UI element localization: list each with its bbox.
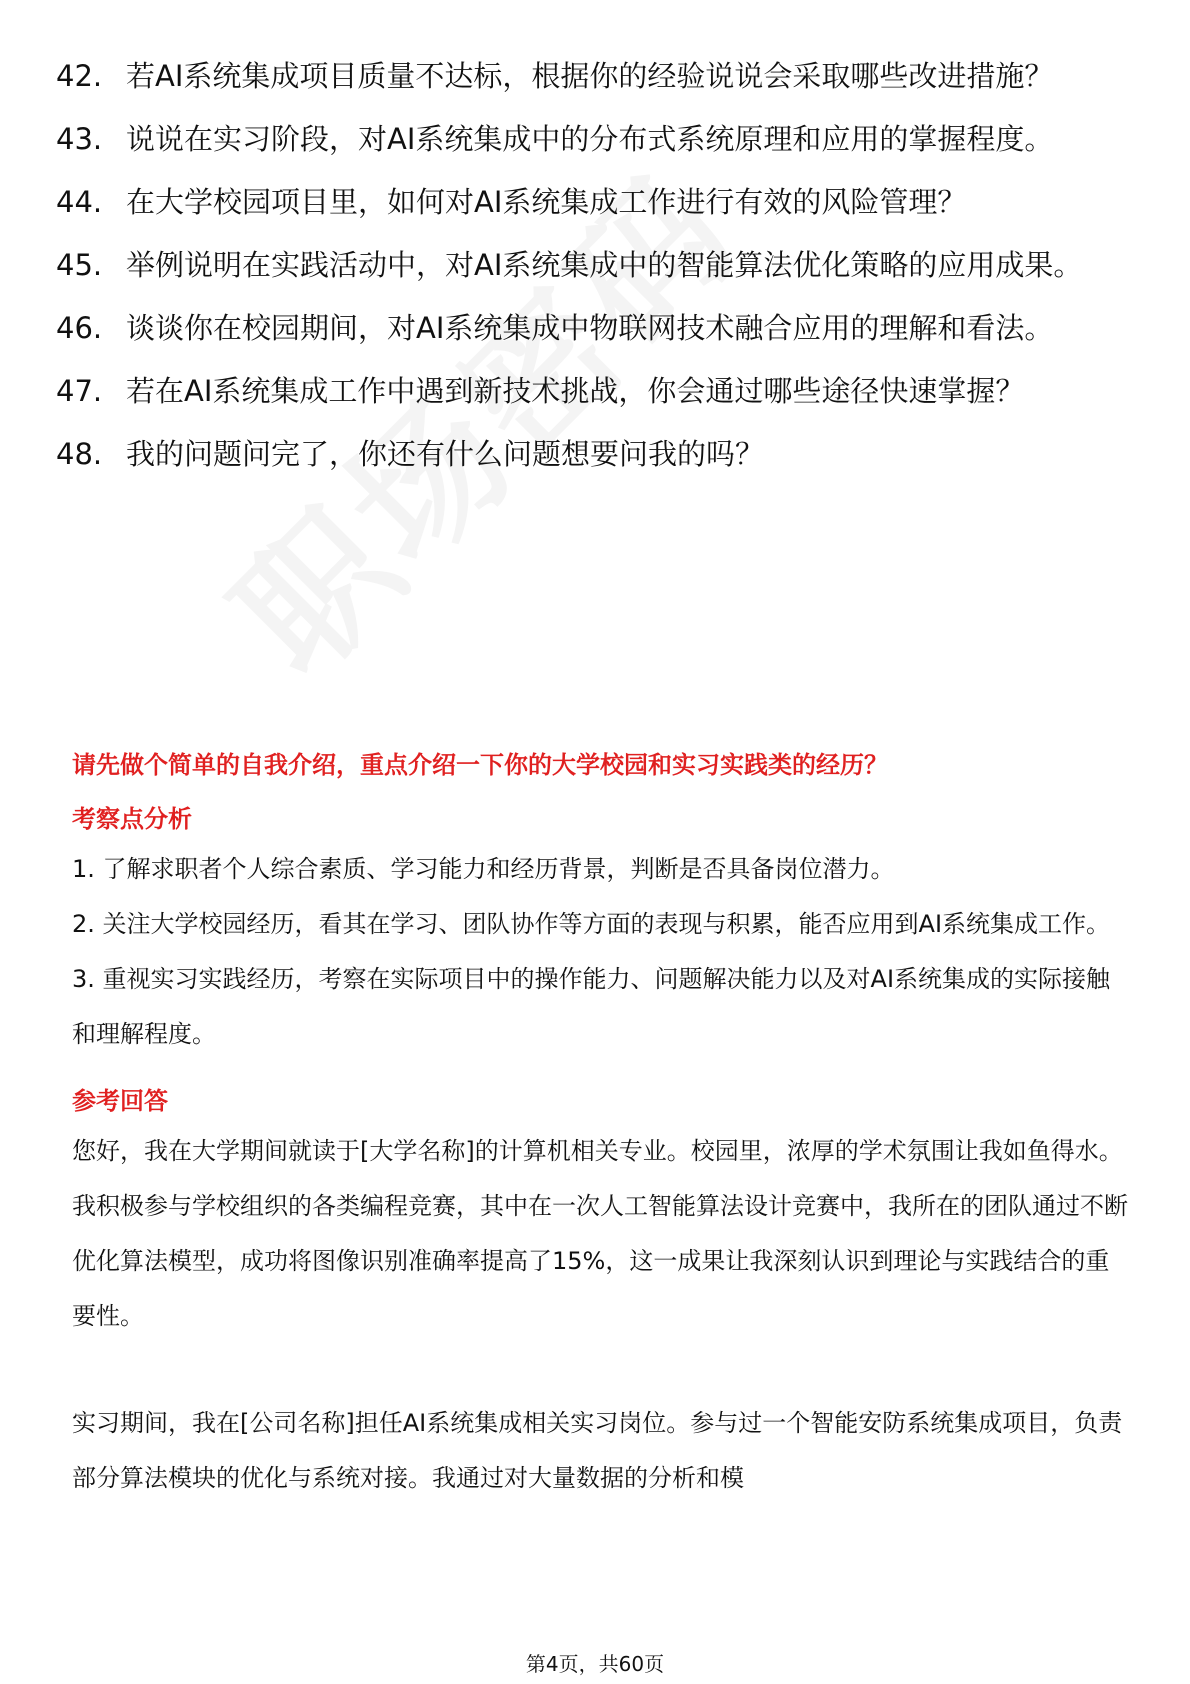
analysis-point: 2. 关注大学校园经历，看其在学习、团队协作等方面的表现与积累，能否应用到AI系统集成工作。: [72, 910, 1111, 938]
analysis-point: 1. 了解求职者个人综合素质、学习能力和经历背景，判断是否具备岗位潜力。: [72, 855, 895, 883]
question-item: [56, 182, 1116, 223]
question-text: 说说在实习阶段，对AI系统集成中的分布式系统原理和应用的掌握程度。: [126, 122, 1054, 156]
question-text: 谈谈你在校园期间，对AI系统集成中物联网技术融合应用的理解和看法。: [126, 311, 1054, 345]
question-number: 45.: [56, 248, 103, 282]
answer-paragraph: 您好，我在大学期间就读于[大学名称]的计算机相关专业。校园里，浓厚的学术氛围让我如鱼得水。我积极参与学校组织的各类编程竞赛，其中在一次人工智能算法设计竞赛中，我所在的团队通过不断优化算法模型，成功将图像识别准确率提高了15%，这一成果让我深刻认识到理论与实践结合的重要性。: [72, 1137, 1128, 1330]
question-item: [56, 119, 1116, 160]
question-text: 举例说明在实践活动中，对AI系统集成中的智能算法优化策略的应用成果。: [126, 248, 1083, 282]
question-number: 47.: [56, 374, 103, 408]
question-number: 48.: [56, 437, 103, 471]
question-number: 46.: [56, 311, 103, 345]
question-text: 我的问题问完了，你还有什么问题想要问我的吗？: [126, 437, 765, 471]
answer-paragraph: 实习期间，我在[公司名称]担任AI系统集成相关实习岗位。参与过一个智能安防系统集成项目，负责部分算法模块的优化与系统对接。我通过对大量数据的分析和模: [72, 1409, 1123, 1492]
question-item: [56, 434, 1116, 475]
page-footer: 第4页，共60页: [525, 1652, 665, 1676]
question-text: 若在AI系统集成工作中遇到新技术挑战，你会通过哪些途径快速掌握？: [126, 374, 1025, 408]
question-number: 42.: [56, 59, 103, 93]
question-text: 若AI系统集成项目质量不达标，根据你的经验说说会采取哪些改进措施？: [126, 59, 1054, 93]
question-number: 43.: [56, 122, 103, 156]
question-item: [56, 371, 1116, 412]
main-question-heading: 请先做个简单的自我介绍，重点介绍一下你的大学校园和实习实践类的经历？: [72, 751, 888, 779]
question-item: [56, 56, 1116, 97]
question-item: [56, 308, 1116, 349]
question-list: [56, 56, 1116, 497]
question-item: [56, 245, 1116, 286]
answer-heading: 参考回答: [72, 1087, 168, 1115]
answer-section: [72, 748, 1132, 1506]
question-number: 44.: [56, 185, 103, 219]
analysis-point: 3. 重视实习实践经历，考察在实际项目中的操作能力、问题解决能力以及对AI系统集成的实际接触和理解程度。: [72, 965, 1111, 1048]
question-text: 在大学校园项目里，如何对AI系统集成工作进行有效的风险管理？: [126, 185, 967, 219]
analysis-heading: 考察点分析: [72, 805, 192, 833]
